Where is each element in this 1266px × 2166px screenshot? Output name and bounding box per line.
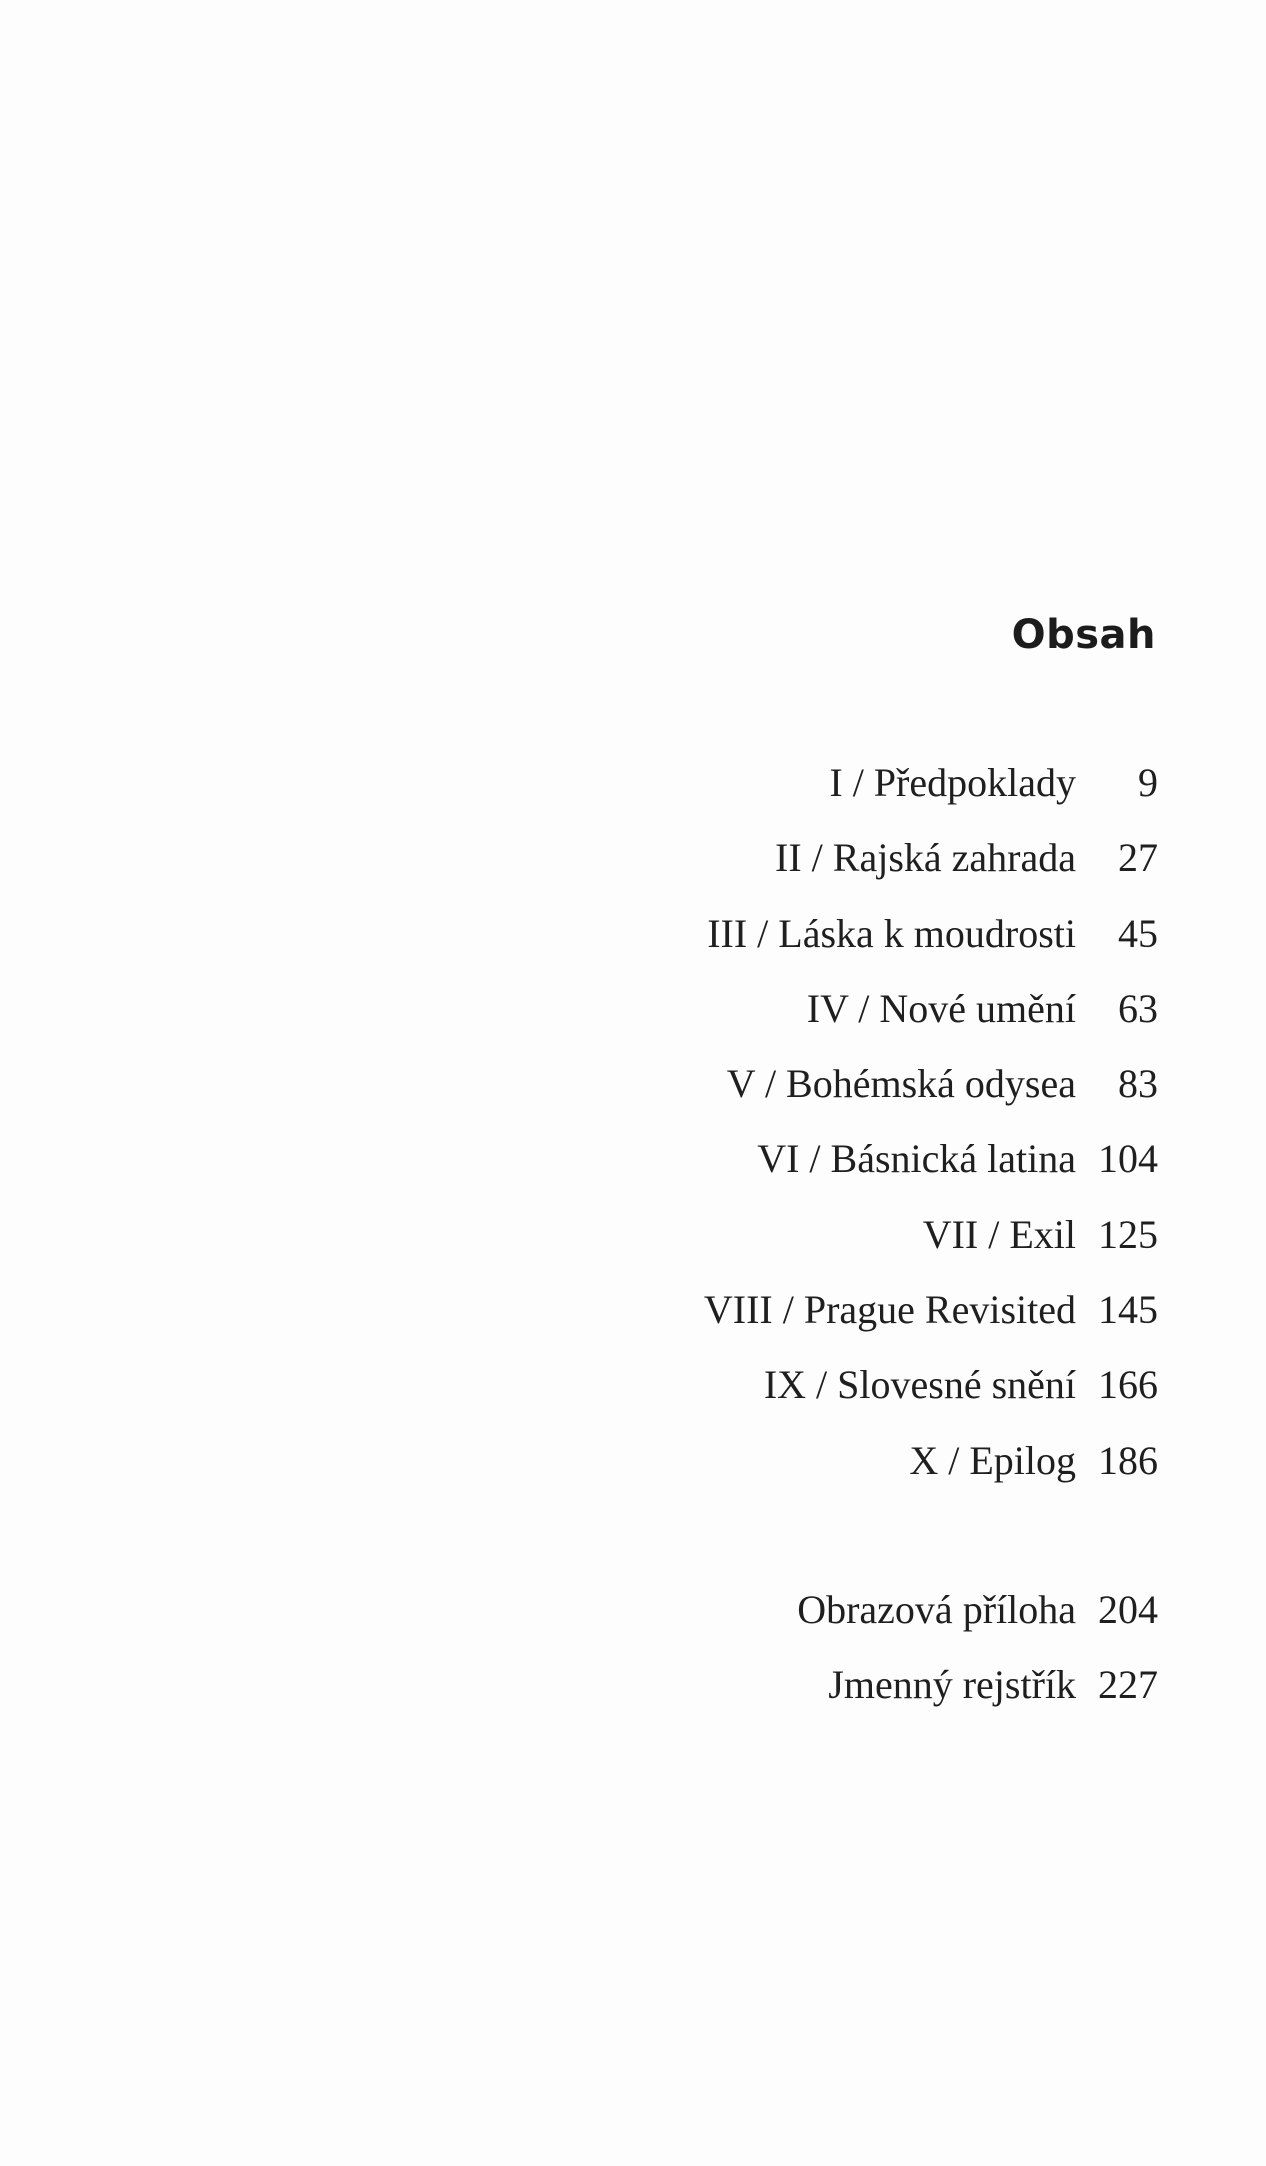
chapter-list xyxy=(358,745,1158,1498)
toc-entry-title: VIII / Prague Revisited xyxy=(703,1287,1076,1333)
toc-entry xyxy=(358,1347,1158,1422)
toc-entry-page: 83 xyxy=(1118,1061,1158,1107)
toc-entry-page: 27 xyxy=(1118,835,1158,881)
toc-entry-title: II / Rajská zahrada xyxy=(775,835,1076,881)
toc-entry xyxy=(358,1197,1158,1272)
toc-entry xyxy=(358,1121,1158,1196)
toc-entry-page: 227 xyxy=(1098,1662,1158,1708)
toc-entry-page: 104 xyxy=(1098,1136,1158,1182)
toc-entry-page: 186 xyxy=(1098,1437,1158,1483)
back-matter-list xyxy=(358,1572,1158,1723)
toc-entry-title: X / Epilog xyxy=(909,1437,1076,1483)
toc-entry xyxy=(358,1423,1158,1498)
toc-entry-title: V / Bohémská odysea xyxy=(726,1061,1076,1107)
toc-entry xyxy=(358,1647,1158,1722)
toc-entry-page: 145 xyxy=(1098,1287,1158,1333)
toc-entry xyxy=(358,971,1158,1046)
toc-entry xyxy=(358,820,1158,895)
toc-entry-page: 125 xyxy=(1098,1211,1158,1257)
toc-entry-page: 45 xyxy=(1118,910,1158,956)
toc-entry xyxy=(358,1272,1158,1347)
toc-entry-title: IX / Slovesné snění xyxy=(763,1362,1076,1408)
toc-entry-title: Obrazová příloha xyxy=(797,1587,1076,1632)
toc-entry-page: 63 xyxy=(1118,985,1158,1031)
toc-entry-page: 9 xyxy=(1138,760,1158,805)
toc-entry xyxy=(358,896,1158,971)
toc-entry xyxy=(358,745,1158,820)
toc-entry-page: 166 xyxy=(1098,1362,1158,1408)
toc-entry xyxy=(358,1572,1158,1647)
toc-entry-title: I / Předpoklady xyxy=(829,760,1076,805)
toc-entry-page: 204 xyxy=(1098,1587,1158,1632)
toc-entry-title: VII / Exil xyxy=(922,1211,1076,1257)
toc-entry-title: III / Láska k moudrosti xyxy=(707,910,1076,956)
toc-entry-title: Jmenný rejstřík xyxy=(828,1662,1076,1708)
toc-entry-title: VI / Básnická latina xyxy=(757,1136,1076,1182)
toc-entry-title: IV / Nové umění xyxy=(806,985,1076,1031)
toc-entry xyxy=(358,1046,1158,1121)
toc-heading: Obsah xyxy=(1011,612,1156,658)
